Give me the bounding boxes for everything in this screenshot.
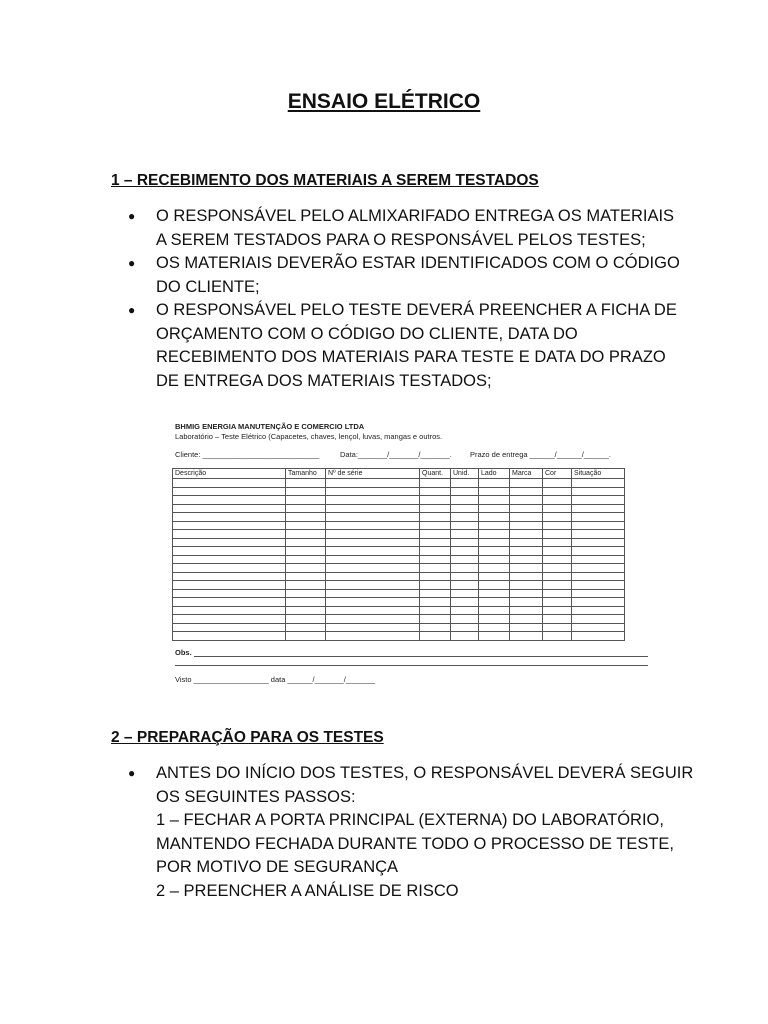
table-cell (543, 606, 572, 615)
table-cell (572, 632, 625, 641)
table-cell (572, 581, 625, 590)
table-cell (479, 547, 510, 556)
table-cell (173, 581, 286, 590)
column-header: Tamanho (286, 469, 326, 479)
column-header: Descrição (173, 469, 286, 479)
table-cell (451, 632, 479, 641)
table-cell (451, 564, 479, 573)
table-cell (451, 615, 479, 624)
table-cell (420, 496, 451, 505)
table-cell (572, 606, 625, 615)
table-cell (420, 598, 451, 607)
table-cell (543, 504, 572, 513)
table-cell (326, 504, 420, 513)
table-cell (479, 632, 510, 641)
table-cell (286, 606, 326, 615)
table-cell (510, 555, 543, 564)
list-item: ● ANTES DO INÍCIO DOS TESTES, O RESPONSÁVEL DEVERÁ SEGUIR OS SEGUINTES PASSOS: 1 – FECHAR A PORTA PRINCIPAL (EXTERNA) DO LABORATÓRIO, MANTENDO FECHADA DURANTE TODO O PROCESSO DE TESTE, POR MOTIVO DE SEGURANÇA 2 – PREENCHER A ANÁLISE DE RISCO (128, 762, 668, 903)
table-cell (326, 572, 420, 581)
form-deadline-line: Prazo de entrega ______/______/______. (470, 450, 611, 459)
table-cell (286, 589, 326, 598)
table-cell (420, 606, 451, 615)
table-cell (543, 521, 572, 530)
table-cell (510, 632, 543, 641)
table-cell (510, 496, 543, 505)
table-cell (543, 547, 572, 556)
table-cell (451, 521, 479, 530)
table-cell (326, 479, 420, 488)
column-header: Lado (479, 469, 510, 479)
table-cell (420, 623, 451, 632)
table-cell (173, 496, 286, 505)
table-row (173, 496, 625, 505)
table-cell (420, 615, 451, 624)
table-cell (173, 589, 286, 598)
table-cell (543, 496, 572, 505)
table-row (173, 623, 625, 632)
table-cell (420, 581, 451, 590)
table-cell (286, 504, 326, 513)
table-cell (420, 504, 451, 513)
table-cell (173, 513, 286, 522)
table-cell (286, 530, 326, 539)
table-cell (173, 555, 286, 564)
table-cell (451, 479, 479, 488)
table-cell (451, 606, 479, 615)
table-cell (173, 615, 286, 624)
table-row (173, 538, 625, 547)
table-cell (510, 581, 543, 590)
table-cell (572, 496, 625, 505)
table-cell (326, 513, 420, 522)
table-cell (572, 513, 625, 522)
table-cell (326, 555, 420, 564)
section-1-heading: 1 – RECEBIMENTO DOS MATERIAIS A SEREM TESTADOS (111, 172, 539, 189)
table-cell (543, 555, 572, 564)
table-cell (173, 572, 286, 581)
column-header: Situação (572, 469, 625, 479)
form-company: BHMIG ENERGIA MANUTENÇÃO E COMERCIO LTDA (175, 422, 365, 431)
table-cell (420, 538, 451, 547)
table-cell (451, 538, 479, 547)
column-header: Cor (543, 469, 572, 479)
table-cell (173, 632, 286, 641)
table-cell (479, 504, 510, 513)
form-obs-label: Obs. (175, 648, 192, 657)
obs-line (175, 665, 648, 666)
form-table-body (173, 479, 625, 641)
table-cell (326, 521, 420, 530)
table-row (173, 564, 625, 573)
table-cell (286, 513, 326, 522)
table-cell (543, 632, 572, 641)
table-cell (572, 555, 625, 564)
column-header: Nº de série (326, 469, 420, 479)
table-cell (572, 598, 625, 607)
table-row (173, 504, 625, 513)
table-cell (510, 530, 543, 539)
table-cell (451, 487, 479, 496)
table-cell (173, 606, 286, 615)
table-cell (326, 530, 420, 539)
section-2-list (128, 762, 694, 903)
table-cell (173, 504, 286, 513)
table-cell (510, 487, 543, 496)
table-cell (451, 513, 479, 522)
table-row (173, 555, 625, 564)
table-cell (451, 530, 479, 539)
table-cell (479, 615, 510, 624)
column-header: Unid. (451, 469, 479, 479)
table-cell (572, 538, 625, 547)
table-cell (479, 581, 510, 590)
table-cell (510, 564, 543, 573)
table-cell (173, 538, 286, 547)
table-cell (543, 598, 572, 607)
table-cell (326, 632, 420, 641)
table-row (173, 598, 625, 607)
table-cell (286, 572, 326, 581)
table-cell (420, 589, 451, 598)
budget-form-image (170, 416, 652, 692)
section-2-heading: 2 – PREPARAÇÃO PARA OS TESTES (111, 729, 384, 746)
table-cell (420, 555, 451, 564)
table-cell (572, 589, 625, 598)
table-row (173, 589, 625, 598)
table-cell (479, 623, 510, 632)
table-row (173, 547, 625, 556)
table-cell (326, 487, 420, 496)
form-client-line: Cliente: ____________________________ (175, 450, 320, 459)
table-cell (543, 513, 572, 522)
table-cell (173, 479, 286, 488)
table-cell (510, 513, 543, 522)
table-cell (479, 606, 510, 615)
table-cell (543, 538, 572, 547)
table-cell (543, 615, 572, 624)
table-cell (479, 513, 510, 522)
table-cell (326, 538, 420, 547)
table-cell (451, 555, 479, 564)
section-1-list (128, 205, 680, 393)
table-cell (510, 538, 543, 547)
table-cell (543, 530, 572, 539)
table-cell (479, 538, 510, 547)
table-cell (451, 572, 479, 581)
table-cell (510, 504, 543, 513)
table-cell (572, 547, 625, 556)
table-cell (572, 487, 625, 496)
list-item: ● O RESPONSÁVEL PELO TESTE DEVERÁ PREENCHER A FICHA DE ORÇAMENTO COM O CÓDIGO DO CLIENTE, DATA DO RECEBIMENTO DOS MATERIAIS PARA TESTE E DATA DO PRAZO DE ENTREGA DOS MATERIAIS TESTADOS; (128, 299, 668, 393)
document-title: ENSAIO ELÉTRICO (287, 90, 481, 113)
table-cell (543, 623, 572, 632)
table-cell (543, 487, 572, 496)
table-cell (479, 555, 510, 564)
list-item: ● OS MATERIAIS DEVERÃO ESTAR IDENTIFICADOS COM O CÓDIGO DO CLIENTE; (128, 252, 668, 299)
list-item: ● O RESPONSÁVEL PELO ALMIXARIFADO ENTREGA OS MATERIAIS A SEREM TESTADOS PARA O RESPONSÁVEL PELOS TESTES; (128, 205, 668, 252)
table-cell (173, 547, 286, 556)
table-row (173, 479, 625, 488)
table-cell (420, 487, 451, 496)
table-row (173, 513, 625, 522)
table-cell (479, 564, 510, 573)
table-cell (572, 530, 625, 539)
table-row (173, 615, 625, 624)
table-cell (479, 479, 510, 488)
table-cell (479, 496, 510, 505)
table-cell (572, 479, 625, 488)
table-cell (572, 623, 625, 632)
form-table (172, 468, 625, 641)
table-cell (572, 521, 625, 530)
table-cell (286, 521, 326, 530)
table-cell (479, 598, 510, 607)
table-row (173, 572, 625, 581)
table-cell (286, 615, 326, 624)
table-cell (286, 538, 326, 547)
table-cell (510, 589, 543, 598)
table-cell (510, 606, 543, 615)
table-cell (326, 581, 420, 590)
table-cell (286, 564, 326, 573)
table-cell (451, 581, 479, 590)
table-cell (451, 589, 479, 598)
table-cell (479, 530, 510, 539)
table-cell (543, 581, 572, 590)
table-cell (420, 632, 451, 641)
table-cell (572, 504, 625, 513)
table-cell (451, 504, 479, 513)
table-cell (451, 496, 479, 505)
table-cell (173, 564, 286, 573)
table-cell (451, 623, 479, 632)
table-cell (326, 623, 420, 632)
table-cell (286, 623, 326, 632)
table-cell (572, 572, 625, 581)
table-cell (543, 479, 572, 488)
table-cell (286, 598, 326, 607)
table-cell (326, 598, 420, 607)
table-cell (420, 530, 451, 539)
table-row (173, 606, 625, 615)
table-cell (543, 564, 572, 573)
table-row (173, 487, 625, 496)
table-cell (420, 521, 451, 530)
table-cell (479, 589, 510, 598)
table-cell (543, 589, 572, 598)
table-cell (173, 530, 286, 539)
column-header: Quant. (420, 469, 451, 479)
table-cell (286, 479, 326, 488)
table-cell (451, 598, 479, 607)
table-cell (326, 606, 420, 615)
form-subtitle: Laboratório – Teste Elétrico (Capacetes, chaves, lençol, luvas, mangas e outros. (175, 432, 443, 441)
table-cell (326, 496, 420, 505)
table-cell (510, 623, 543, 632)
table-cell (326, 564, 420, 573)
obs-line (194, 656, 648, 657)
table-cell (173, 521, 286, 530)
table-cell (479, 487, 510, 496)
table-cell (326, 589, 420, 598)
table-cell (326, 547, 420, 556)
table-cell (510, 547, 543, 556)
table-cell (510, 572, 543, 581)
table-cell (420, 564, 451, 573)
table-cell (451, 547, 479, 556)
table-cell (173, 623, 286, 632)
table-cell (286, 547, 326, 556)
table-cell (286, 487, 326, 496)
table-cell (479, 521, 510, 530)
table-cell (510, 521, 543, 530)
table-cell (479, 572, 510, 581)
table-cell (543, 572, 572, 581)
table-row (173, 521, 625, 530)
table-cell (286, 632, 326, 641)
table-cell (326, 615, 420, 624)
table-row (173, 530, 625, 539)
table-cell (572, 564, 625, 573)
table-row (173, 632, 625, 641)
table-cell (286, 555, 326, 564)
form-visto-line: Visto __________________ data ______/_______/_______ (175, 675, 376, 684)
table-cell (420, 547, 451, 556)
column-header: Marca (510, 469, 543, 479)
table-cell (420, 572, 451, 581)
table-cell (420, 513, 451, 522)
table-cell (420, 479, 451, 488)
table-cell (510, 615, 543, 624)
table-header-row (173, 469, 625, 479)
table-cell (286, 581, 326, 590)
table-row (173, 581, 625, 590)
table-cell (572, 615, 625, 624)
table-cell (173, 487, 286, 496)
table-cell (510, 479, 543, 488)
table-cell (286, 496, 326, 505)
form-date-line: Data:_______/_______/_______. (340, 450, 452, 459)
table-cell (173, 598, 286, 607)
table-cell (510, 598, 543, 607)
